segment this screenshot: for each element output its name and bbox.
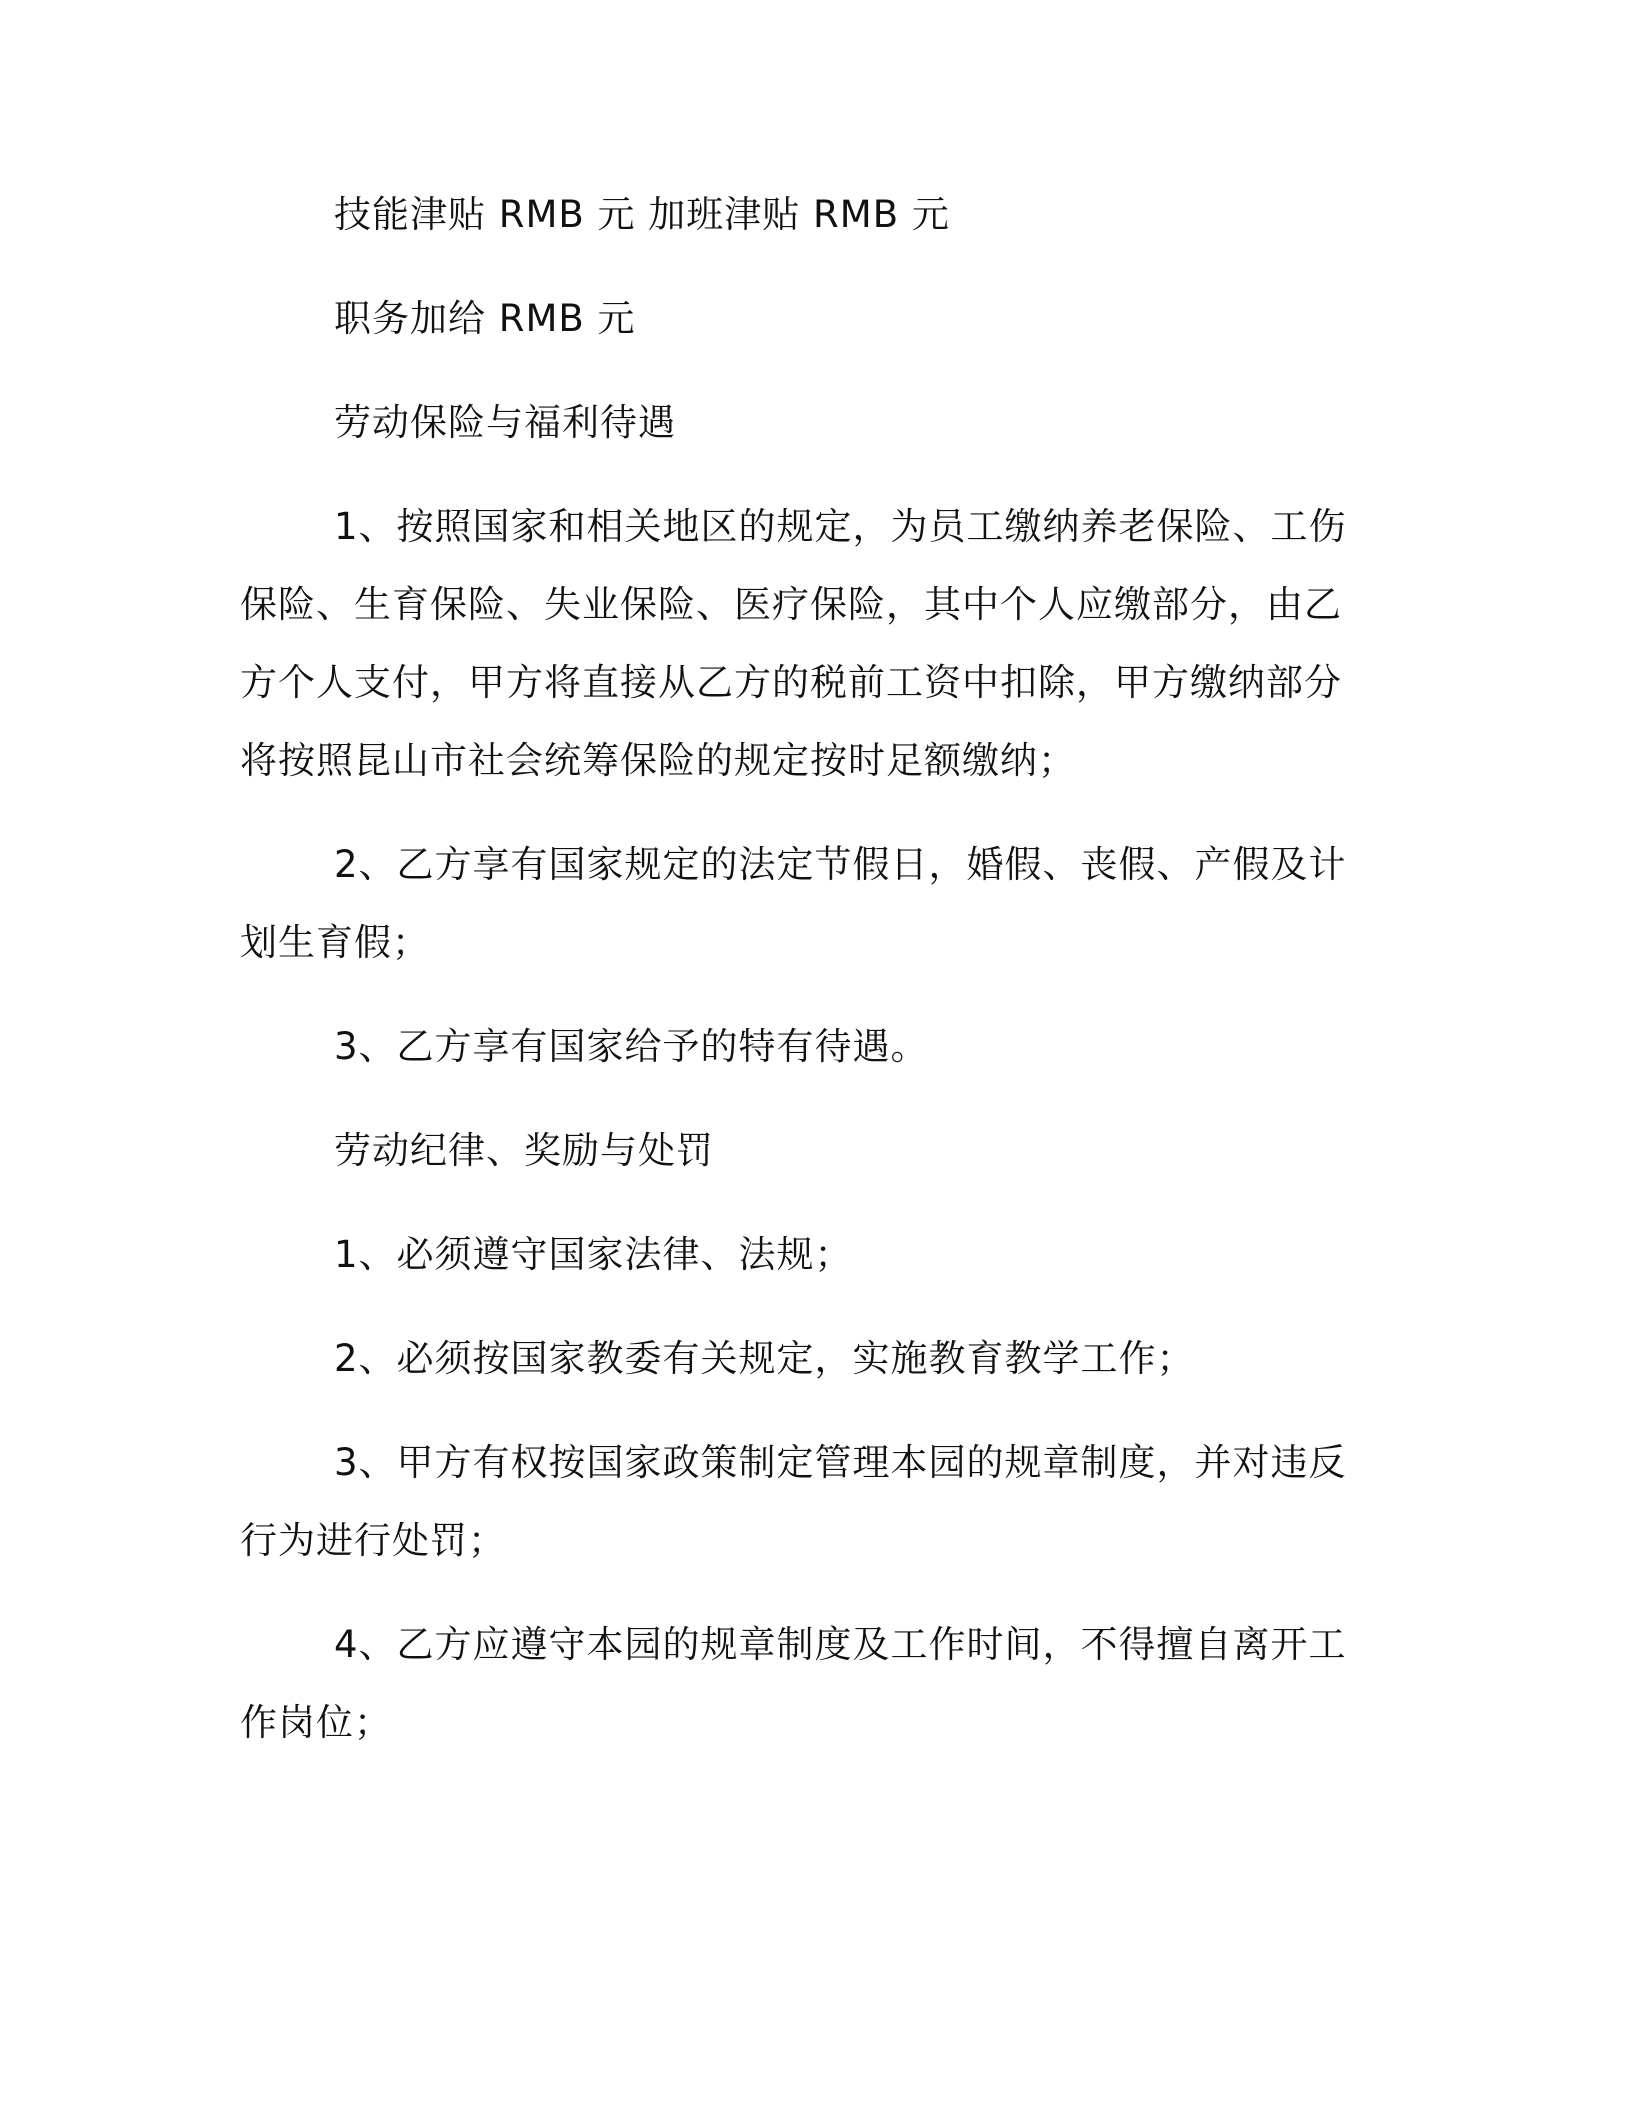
- paragraph-discipline-item-2: 2、必须按国家教委有关规定，实施教育教学工作；: [334, 1337, 1195, 1380]
- paragraph-insurance-item-2: 2、乙方享有国家规定的法定节假日，婚假、丧假、产假及计划生育假；: [240, 843, 1347, 964]
- paragraph-insurance-item-3: 3、乙方享有国家给予的特有待遇。: [334, 1025, 929, 1068]
- section-heading-discipline: 劳动纪律、奖励与处罚: [334, 1129, 714, 1172]
- paragraph-discipline-item-4: 4、乙方应遵守本园的规章制度及工作时间，不得擅自离开工作岗位；: [240, 1623, 1347, 1744]
- paragraph-allowance-line: 技能津贴 RMB 元 加班津贴 RMB 元: [334, 193, 950, 236]
- section-heading-insurance-welfare: 劳动保险与福利待遇: [334, 401, 676, 444]
- paragraph-discipline-item-1: 1、必须遵守国家法律、法规；: [334, 1233, 853, 1276]
- paragraph-position-allowance: 职务加给 RMB 元: [334, 297, 636, 340]
- document-body: [240, 176, 1360, 1788]
- paragraph-discipline-item-3: 3、甲方有权按国家政策制定管理本园的规章制度，并对违反行为进行处罚；: [240, 1441, 1347, 1562]
- paragraph-insurance-item-1: 1、按照国家和相关地区的规定，为员工缴纳养老保险、工伤保险、生育保险、失业保险、医疗保险，其中个人应缴部分，由乙方个人支付，甲方将直接从乙方的税前工资中扣除，甲方缴纳部分将按照昆山市社会统筹保险的规定按时足额缴纳；: [240, 505, 1347, 782]
